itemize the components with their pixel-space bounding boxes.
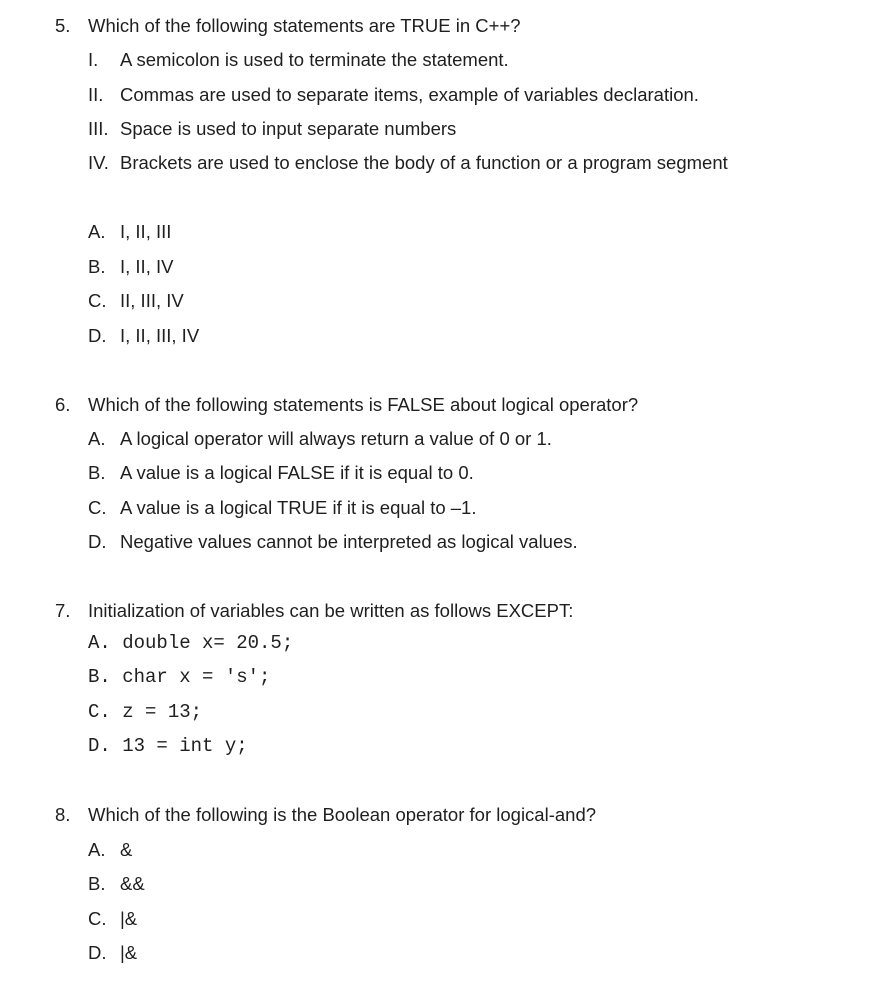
- question-text: Which of the following statements is FALSE about logical operator?: [88, 394, 639, 415]
- question-number: 8.: [55, 804, 71, 825]
- statement-label: II.: [88, 84, 104, 105]
- option-label: A.: [88, 839, 106, 860]
- question-number: 7.: [55, 600, 71, 621]
- option-text: &&: [120, 873, 145, 894]
- statement-text: Brackets are used to enclose the body of a function or a program segment: [120, 152, 728, 173]
- statement-label: IV.: [88, 152, 109, 173]
- option-label: D.: [88, 325, 107, 346]
- option-label: C.: [88, 290, 107, 311]
- option-text: A logical operator will always return a value of 0 or 1.: [120, 428, 552, 449]
- option-label: A.: [88, 221, 106, 242]
- statement-label: I.: [88, 49, 99, 70]
- option-label: C.: [88, 908, 107, 929]
- option-text: I, II, III, IV: [120, 325, 200, 346]
- option-label: B.: [88, 873, 106, 894]
- statement-text: A semicolon is used to terminate the statement.: [120, 49, 509, 70]
- option-text: Negative values cannot be interpreted as logical values.: [120, 531, 578, 552]
- question-number: 6.: [55, 394, 71, 415]
- statement-label: III.: [88, 118, 109, 139]
- option-text: |&: [120, 942, 138, 963]
- option-text: I, II, IV: [120, 256, 174, 277]
- question-text: Initialization of variables can be written as follows EXCEPT:: [88, 600, 574, 621]
- question-text: Which of the following statements are TRUE in C++?: [88, 15, 521, 36]
- code-option: B. char x = 's';: [88, 666, 271, 688]
- code-option: A. double x= 20.5;: [88, 632, 294, 654]
- option-text: A value is a logical FALSE if it is equal to 0.: [120, 462, 474, 483]
- option-label: C.: [88, 497, 107, 518]
- statement-text: Space is used to input separate numbers: [120, 118, 457, 139]
- code-option: C. z = 13;: [88, 701, 203, 723]
- statement-text: Commas are used to separate items, example of variables declaration.: [120, 84, 699, 105]
- question-text: Which of the following is the Boolean operator for logical-and?: [88, 804, 597, 825]
- option-text: A value is a logical TRUE if it is equal to –1.: [120, 497, 477, 518]
- question-number: 5.: [55, 15, 71, 36]
- option-label: B.: [88, 256, 106, 277]
- option-text: |&: [120, 908, 138, 929]
- option-text: &: [120, 839, 133, 860]
- option-label: D.: [88, 942, 107, 963]
- option-text: I, II, III: [120, 221, 172, 242]
- option-label: D.: [88, 531, 107, 552]
- option-text: II, III, IV: [120, 290, 184, 311]
- code-option: D. 13 = int y;: [88, 735, 248, 757]
- option-label: B.: [88, 462, 106, 483]
- option-label: A.: [88, 428, 106, 449]
